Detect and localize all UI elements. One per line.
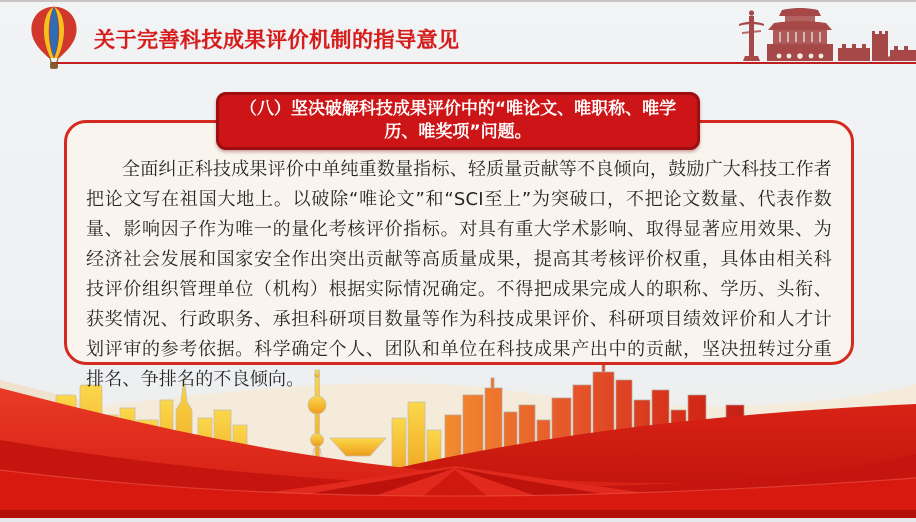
slide-top-edge	[0, 0, 916, 2]
section-heading-banner: （八）坚决破解科技成果评价中的“唯论文、唯职称、唯学历、唯奖项”问题。	[216, 92, 700, 150]
body-paragraph: 全面纠正科技成果评价中单纯重数量指标、轻质量贡献等不良倾向，鼓励广大科技工作者把论文写在祖国大地上。以破除“唯论文”和“SCI至上”为突破口，不把论文数量、代表作数量、影响因子作为唯一的量化考核评价指标。对具有重大学术影响、取得显著应用效果、为经济社会发展和国家安全作出突出贡献等高质量成果，提高其考核评价权重，具体由相关科技评价组织管理单位（机构）根据实际情况确定。不得把成果完成人的职称、学历、头衔、获奖情况、行政职务、承担科研项目数量等作为科技成果评价、科研项目绩效评价和人才计划评审的参考依据。科学确定个人、团队和单位在科技成果产出中的贡献，坚决扭转过分重排名、争排名的不良倾向。	[86, 159, 832, 390]
tiananmen-landmarks-icon	[694, 4, 916, 63]
page-title: 关于完善科技成果评价机制的指导意见	[94, 28, 460, 52]
content-card	[64, 120, 854, 390]
